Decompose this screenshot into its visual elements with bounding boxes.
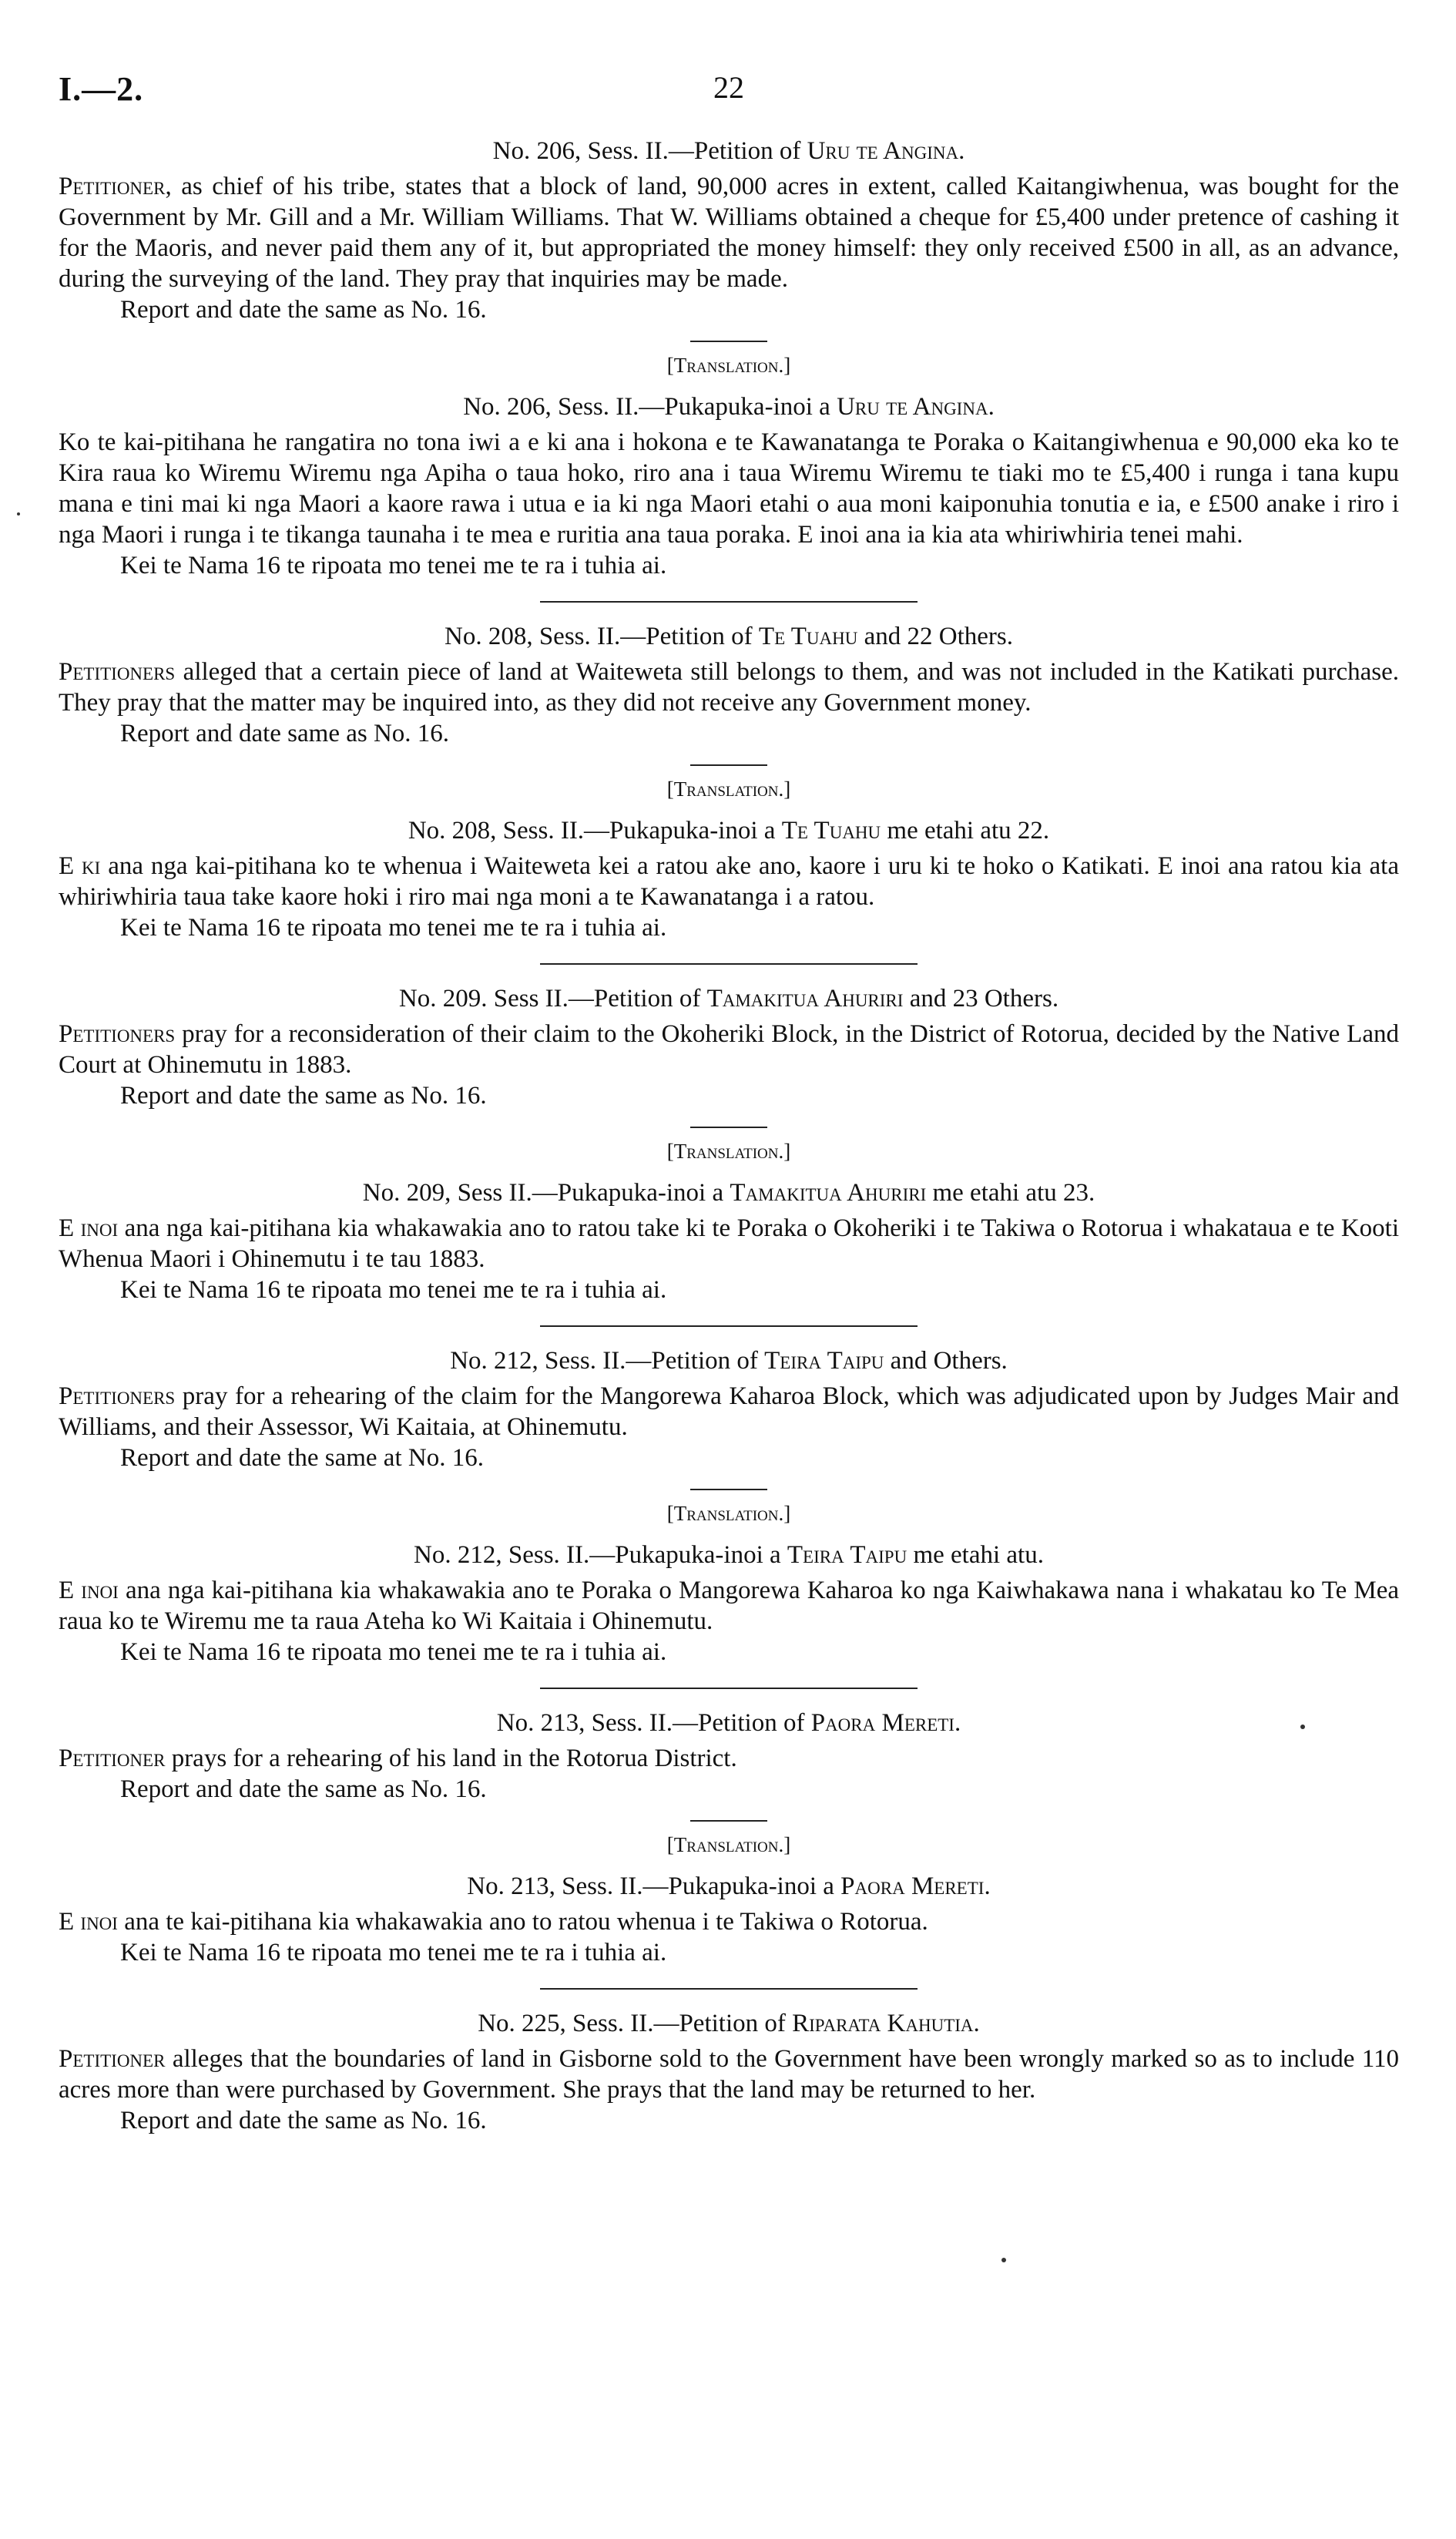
short-divider (690, 1489, 767, 1490)
petition-heading: No. 213, Sess. II.—Petition of Paora Mereti. (496, 1709, 961, 1737)
translation-heading: No. 213, Sess. II.—Pukapuka-inoi a Paora Mereti. (467, 1872, 991, 1900)
translation-body: E ki ana nga kai-pitihana ko te whenua i Waiteweta kei a ratou ake ano, kaore i uru ki te hoko o Katikati. E inoi ana ratou kia ata whiriwhiria taua take kaore hoki i riro mai nga moni a te Kawanatanga i a ratou. (59, 852, 1399, 911)
scan-speck (17, 512, 20, 516)
translation-label: [Translation.] (666, 777, 791, 801)
translation-heading: No. 209, Sess II.—Pukapuka-inoi a Tamakitua Ahuriri me etahi atu 23. (362, 1179, 1095, 1207)
petition-body: Petitioner alleges that the boundaries of land in Gisborne sold to the Government have been wrongly marked so as to include 110 acres more than were purchased by Government. She prays that the land may be returned to her. (59, 2045, 1399, 2104)
short-divider (690, 1820, 767, 1822)
section-divider (540, 1325, 918, 1327)
translation-label: [Translation.] (666, 1833, 791, 1856)
document-page (59, 69, 1399, 2136)
report-line: Report and date the same at No. 16. (120, 1444, 484, 1472)
petitioner-name: Teira Taipu (764, 1347, 884, 1375)
translation-body: E inoi ana nga kai-pitihana kia whakawakia ano te Poraka o Mangorewa Kaharoa ko nga Kaiwhakawa nana i whakatau ko Te Mea raua ko te Wiremu me ta raua Ateha ko Wi Kaitaia i Ohinemutu. (59, 1577, 1399, 1635)
petitioner-name: Paora Mereti (810, 1709, 954, 1737)
report-line: Report and date same as No. 16. (120, 720, 450, 747)
scan-speck (1001, 2258, 1006, 2262)
translation-report: Kei te Nama 16 te ripoata mo tenei me te ra i tuhia ai. (120, 552, 667, 579)
section-divider (540, 963, 918, 965)
translation-body: Ko te kai-pitihana he rangatira no tona iwi a e ki ana i hokona e te Kawanatanga te Poraka o Kaitangiwhenua e 90,000 eka ko te Kira raua ko Wiremu Wiremu nga Apiha o taua hoko, riro ana i taua Wiremu Wiremu te tiaki mo te £5,400 i runga i tana kupu mana e tini mai ki nga Maori a kaore rawa i utua e ia ki nga Maori etahi o aua moni kaiponuhia tonutia e ia, e £500 anake i riro i nga Maori i runga i te tikanga taunaha i te mea e ruritia ana taua poraka. E inoi ana ia kia ata whiriwhiria tenei mahi. (59, 428, 1399, 549)
petition-heading: No. 209. Sess II.—Petition of Tamakitua Ahuriri and 23 Others. (398, 985, 1059, 1013)
petition-body: Petitioners pray for a rehearing of the claim for the Mangorewa Kaharoa Block, which was adjudicated upon by Judges Mair and Williams, and their Assessor, Wi Kaitaia, at Ohinemutu. (59, 1382, 1399, 1441)
short-divider (690, 341, 767, 342)
translation-report: Kei te Nama 16 te ripoata mo tenei me te ra i tuhia ai. (120, 914, 667, 942)
petition-225 (59, 2008, 1399, 2136)
scan-speck (1300, 1725, 1305, 1729)
petition-212 (59, 1345, 1399, 1667)
petition-body: Petitioners alleged that a certain piece of land at Waiteweta still belongs to them, and was not included in the Katikati purchase. They pray that the matter may be inquired into, as they did not receive any Government money. (59, 658, 1399, 717)
report-line: Report and date the same as No. 16. (120, 1775, 487, 1803)
petition-heading: No. 225, Sess. II.—Petition of Riparata Kahutia. (478, 2010, 980, 2037)
petition-heading: No. 208, Sess. II.—Petition of Te Tuahu and 22 Others. (444, 623, 1014, 650)
section-divider (540, 1688, 918, 1689)
petition-heading: No. 206, Sess. II.—Petition of Uru te Angina. (492, 137, 965, 165)
section-divider (540, 601, 918, 603)
translation-label: [Translation.] (666, 1502, 791, 1525)
translation-report: Kei te Nama 16 te ripoata mo tenei me te ra i tuhia ai. (120, 1276, 667, 1304)
short-divider (690, 764, 767, 766)
translation-label: [Translation.] (666, 354, 791, 377)
petition-206 (59, 136, 1399, 581)
translation-body: E inoi ana nga kai-pitihana kia whakawakia ano to ratou take ki te Poraka o Okoheriki i te Takiwa o Rotorua i whakataua e te Kooti Whenua Maori i Ohinemutu i te tau 1883. (59, 1214, 1399, 1273)
petition-213 (59, 1708, 1399, 1968)
translation-report: Kei te Nama 16 te ripoata mo tenei me te ra i tuhia ai. (120, 1939, 667, 1966)
short-divider (690, 1127, 767, 1128)
translation-heading: No. 208, Sess. II.—Pukapuka-inoi a Te Tuahu me etahi atu 22. (408, 817, 1050, 845)
petition-208 (59, 621, 1399, 943)
translation-label: [Translation.] (666, 1140, 791, 1163)
report-line: Report and date the same as No. 16. (120, 2107, 487, 2134)
translation-heading: No. 212, Sess. II.—Pukapuka-inoi a Teira Taipu me etahi atu. (414, 1541, 1044, 1569)
document-reference: I.—2. (59, 70, 144, 108)
translation-body: E inoi ana te kai-pitihana kia whakawakia ano to ratou whenua i te Takiwa o Rotorua. (59, 1908, 928, 1936)
petition-body: Petitioner, as chief of his tribe, states that a block of land, 90,000 acres in extent, called Kaitangiwhenua, was bought for the Government by Mr. Gill and a Mr. William Williams. That W. Williams obtained a cheque for £5,400 under pretence of cashing it for the Maoris, and never paid them any of it, but appropriated the money himself: they only received £500 in all, as an advance, during the surveying of the land. They pray that inquiries may be made. (59, 173, 1399, 293)
petitioner-name: Riparata Kahutia (792, 2010, 974, 2037)
translation-report: Kei te Nama 16 te ripoata mo tenei me te ra i tuhia ai. (120, 1638, 667, 1666)
petitioner-name: Te Tuahu (758, 623, 858, 650)
page-number: 22 (713, 70, 744, 105)
report-line: Report and date the same as No. 16. (120, 296, 487, 324)
petition-209 (59, 983, 1399, 1305)
petition-body: Petitioners pray for a reconsideration of their claim to the Okoheriki Block, in the District of Rotorua, decided by the Native Land Court at Ohinemutu in 1883. (59, 1020, 1399, 1079)
petition-body: Petitioner prays for a rehearing of his land in the Rotorua District. (59, 1745, 737, 1772)
report-line: Report and date the same as No. 16. (120, 1082, 487, 1110)
petitioner-name: Uru te Angina (807, 137, 959, 165)
translation-heading: No. 206, Sess. II.—Pukapuka-inoi a Uru te Angina. (463, 393, 995, 421)
page-header (59, 69, 1399, 123)
petition-heading: No. 212, Sess. II.—Petition of Teira Taipu and Others. (450, 1347, 1008, 1375)
petitioner-name: Tamakitua Ahuriri (706, 985, 904, 1013)
section-divider (540, 1988, 918, 1990)
